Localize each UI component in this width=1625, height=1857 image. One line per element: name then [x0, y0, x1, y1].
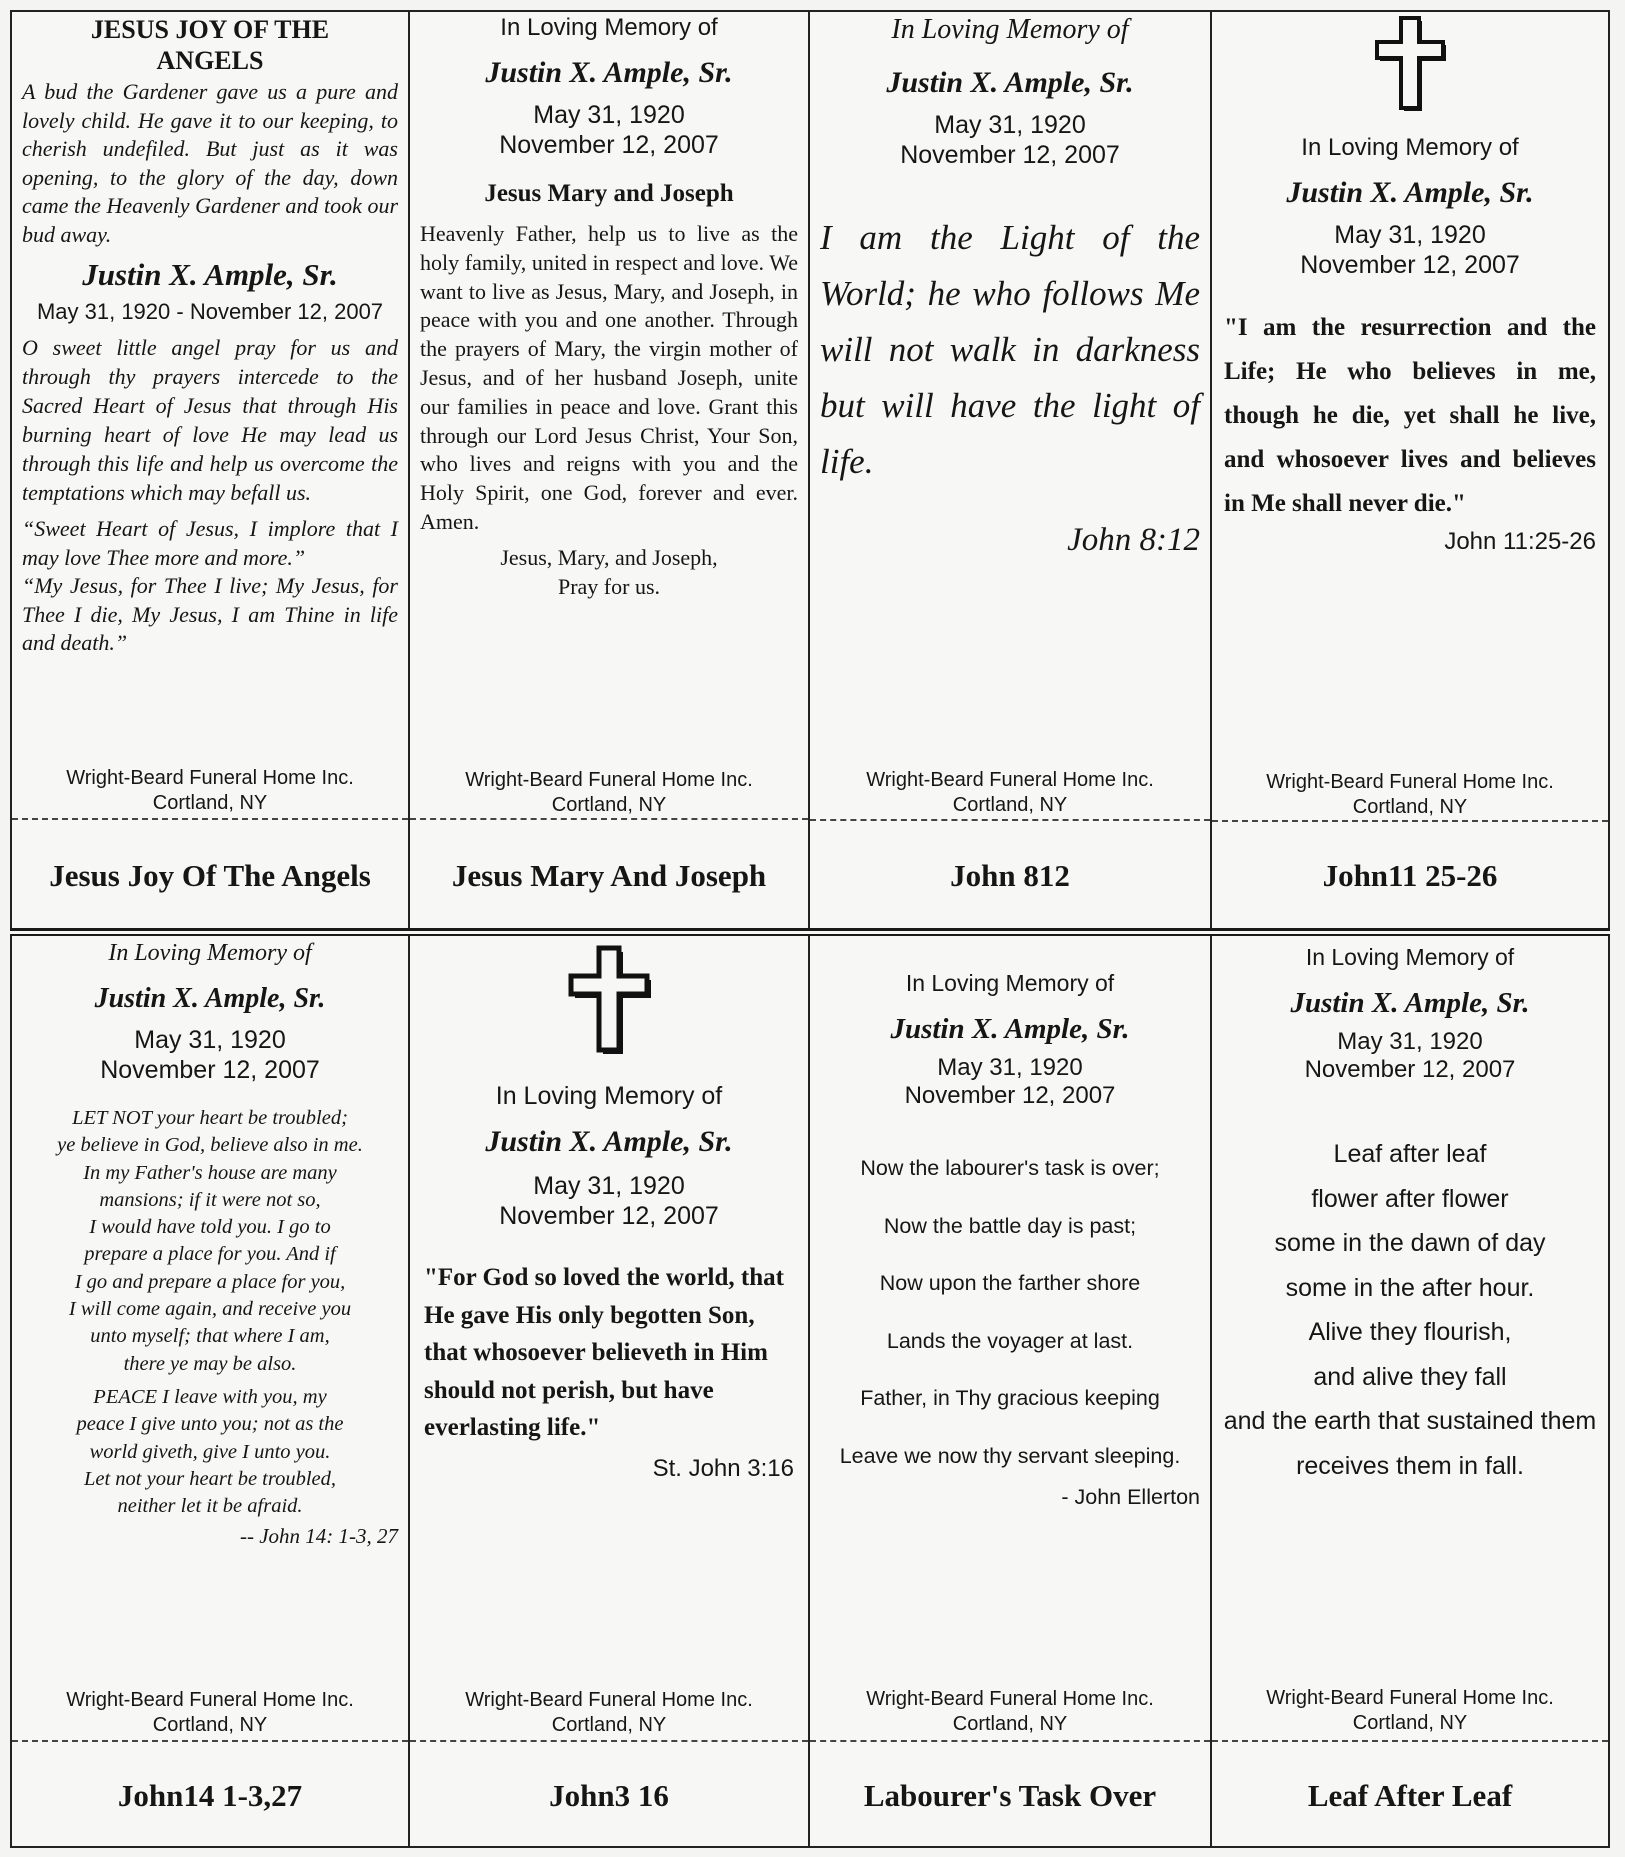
cut-line: [12, 1740, 408, 1742]
memorial-poem: Now the labourer's task is over; Now the battle day is past; Now upon the farther shore Lands the voyager at last. Father, in Thy gracious keeping Leave we now thy servant sleeping.: [839, 1156, 1181, 1468]
card-tag: John11 25-26: [1322, 858, 1498, 893]
prayer-card-john-11-25-26: [1212, 12, 1610, 928]
death-date: November 12, 2007: [1300, 251, 1520, 279]
deceased-name: Justin X. Ample, Sr.: [94, 983, 326, 1014]
poem-author: - John Ellerton: [1061, 1485, 1200, 1509]
deceased-name: Justin X. Ample, Sr.: [1286, 176, 1534, 209]
deceased-name: Justin X. Ample, Sr.: [1290, 987, 1530, 1019]
card-tag: John3 16: [549, 1778, 669, 1813]
prayer-card-jesus-mary-and-joseph: [410, 12, 810, 928]
deceased-name: Justin X. Ample, Sr.: [485, 1125, 733, 1158]
cut-line: [810, 819, 1210, 821]
death-date: November 12, 2007: [1304, 1056, 1516, 1083]
death-date: November 12, 2007: [499, 131, 719, 159]
in-memory-label: In Loving Memory of: [1305, 944, 1515, 970]
scripture-citation: -- John 14: 1-3, 27: [239, 1524, 398, 1549]
birth-date: May 31, 1920: [937, 1054, 1083, 1081]
in-memory-label: In Loving Memory of: [1301, 134, 1519, 161]
prayer-text: Heavenly Father, help us to live as the holy family, united in respect and love. We want to live as Jesus, Mary, and Joseph, in peace with you and one another. Through the prayers of Mary, the virgin mother of Jesus, and of her husband Joseph, unite our families in peace and love. Grant this through our Lord Jesus Christ, Your Son, who lives and reigns with you and the Holy Spirit, one God, forever and ever. Amen.: [420, 221, 798, 534]
prayer-card-john-8-12: [810, 12, 1212, 928]
closing-line: Pray for us.: [557, 573, 661, 599]
quote-my-jesus: “My Jesus, for Thee I live; My Jesus, for Thee I die, My Jesus, I am Thine in life and death.”: [22, 573, 398, 655]
deceased-name: Justin X. Ample, Sr.: [886, 66, 1134, 99]
death-date: November 12, 2007: [904, 1082, 1116, 1109]
card-tag: Labourer's Task Over: [863, 1778, 1157, 1813]
prayer-text: O sweet little angel pray for us and through thy prayers intercede to the Sacred Heart of Jesus that through His burning heart of love He may lead us through this life and help us overcome the temptations which may befall us.: [22, 335, 398, 505]
closing-line: Jesus, Mary, and Joseph,: [500, 544, 718, 570]
scripture-verse: PEACE I leave with you, my peace I give unto you; not as the world giveth, give I unto you. Let not your heart be troubled, neither let it be afraid.: [76, 1385, 344, 1518]
card-heading: JESUS JOY OF THE ANGELS: [90, 15, 330, 75]
prayer-card-labourers-task-over: [810, 936, 1212, 1847]
birth-date: May 31, 1920: [1337, 1028, 1483, 1055]
birth-date: May 31, 1920: [134, 1026, 286, 1054]
poem-intro: A bud the Gardener gave us a pure and lovely child. He gave it to our keeping, to cherish undefiled. But just as it was opening, to the glory of the day, down came the Heavenly Gardener and took our bud away.: [22, 79, 398, 247]
cross-icon: [1373, 14, 1447, 112]
prayer-card-john-14: [12, 936, 410, 1847]
cut-line: [410, 818, 808, 820]
birth-date: May 31, 1920: [533, 101, 685, 129]
in-memory-label: In Loving Memory of: [891, 14, 1129, 45]
cut-line: [1212, 1740, 1608, 1742]
card-tag: John14 1-3,27: [117, 1778, 303, 1813]
prayer-card-leaf-after-leaf: [1212, 936, 1610, 1847]
row-divider: [10, 928, 1610, 936]
funeral-home: Wright-Beard Funeral Home Inc. Cortland, NY: [866, 1688, 1154, 1735]
birth-date: May 31, 1920: [934, 111, 1086, 139]
deceased-name: Justin X. Ample, Sr.: [890, 1013, 1130, 1045]
card-tag: Jesus Mary And Joseph: [451, 858, 767, 893]
birth-date: May 31, 1920: [533, 1172, 685, 1200]
prayer-card-jesus-joy-of-the-angels: [12, 12, 410, 928]
scripture-citation: St. John 3:16: [652, 1454, 794, 1482]
death-date: November 12, 2007: [900, 141, 1120, 169]
birth-date: May 31, 1920: [1334, 221, 1486, 249]
funeral-home: Wright-Beard Funeral Home Inc. Cortland, NY: [66, 767, 354, 814]
card-tag: John 812: [950, 858, 1070, 893]
scripture-citation: John 11:25-26: [1444, 528, 1596, 555]
death-date: November 12, 2007: [499, 1202, 719, 1230]
prayer-card-john-3-16: [410, 936, 810, 1847]
in-memory-label: In Loving Memory of: [500, 14, 718, 41]
card-tag: Jesus Joy Of The Angels: [49, 858, 371, 893]
in-memory-label: In Loving Memory of: [108, 940, 312, 966]
cut-line: [810, 1740, 1210, 1742]
deceased-name: Justin X. Ample, Sr.: [82, 257, 338, 292]
deceased-name: Justin X. Ample, Sr.: [485, 56, 733, 89]
death-date: November 12, 2007: [100, 1056, 320, 1084]
funeral-home: Wright-Beard Funeral Home Inc. Cortland, NY: [1266, 771, 1554, 818]
card-heading: Jesus Mary and Joseph: [484, 180, 734, 207]
funeral-home: Wright-Beard Funeral Home Inc. Cortland, NY: [1266, 1687, 1554, 1734]
scripture-verse: LET NOT your heart be troubled; ye believe in God, believe also in me. In my Father's house are many mansions; if it were not so, I would have told you. I go to prepare a place for you. And if I go and prepare a place for you, I will come again, and receive you unto myself; that where I am, there ye may be also.: [57, 1107, 363, 1375]
scripture-verse: "I am the resurrection and the Life; He who believes in me, though he die, yet shall he live, and whosoever lives and believes in Me shall never die.": [1224, 314, 1596, 517]
quote-sacred-heart: “Sweet Heart of Jesus, I implore that I may love Thee more and more.”: [22, 516, 398, 570]
scripture-verse: "For God so loved the world, that He gave His only begotten Son, that whosoever believeth in Him should not perish, but have everlasting life.": [424, 1264, 784, 1441]
cross-icon: [566, 944, 652, 1056]
funeral-home: Wright-Beard Funeral Home Inc. Cortland, NY: [465, 769, 753, 816]
cut-line: [12, 818, 408, 820]
funeral-home: Wright-Beard Funeral Home Inc. Cortland, NY: [66, 1689, 354, 1736]
card-tag: Leaf After Leaf: [1307, 1778, 1513, 1813]
scripture-citation: John 8:12: [1067, 522, 1200, 558]
memorial-poem: Leaf after leaf flower after flower some in the dawn of day some in the after hour. Alive they flourish, and alive they fall and the earth that sustained them receives them in fall.: [1223, 1140, 1597, 1480]
life-dates: May 31, 1920 - November 12, 2007: [36, 299, 384, 324]
in-memory-label: In Loving Memory of: [905, 970, 1115, 996]
scripture-verse: I am the Light of the World; he who follows Me will not walk in darkness but will have the light of life.: [820, 218, 1200, 481]
cut-line: [1212, 820, 1608, 822]
in-memory-label: In Loving Memory of: [495, 1082, 723, 1110]
funeral-home: Wright-Beard Funeral Home Inc. Cortland, NY: [866, 769, 1154, 816]
funeral-home: Wright-Beard Funeral Home Inc. Cortland, NY: [465, 1689, 753, 1736]
cut-line: [410, 1740, 808, 1742]
